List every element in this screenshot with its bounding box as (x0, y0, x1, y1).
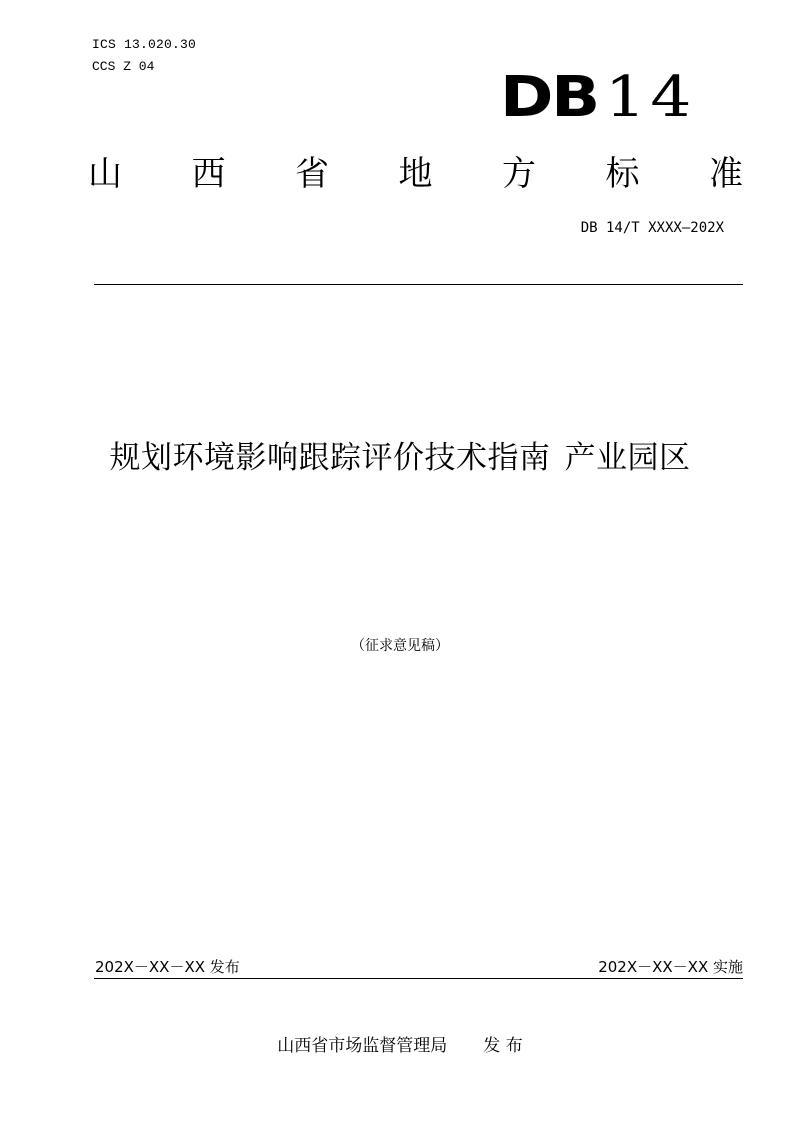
standard-type-char: 地 (398, 154, 433, 194)
document-title-main: 规划环境影响跟踪评价技术指南 (109, 440, 551, 476)
standard-type-char: 西 (191, 154, 226, 194)
db-logo-number: 14 (604, 65, 697, 130)
publish-date: 202X－XX－XX 发布 (95, 958, 240, 976)
standard-type-char: 山 (88, 154, 122, 194)
db-logo (500, 62, 696, 134)
issuer-action: 发 布 (483, 1036, 523, 1056)
standard-type-char: 省 (295, 154, 329, 194)
document-title-sub: 产业园区 (564, 440, 691, 476)
standard-type-heading (88, 150, 743, 198)
standard-type-char: 标 (605, 154, 640, 194)
issuer-name: 山西省市场监督管理局 (277, 1036, 448, 1056)
ics-code: ICS 13.020.30 (92, 37, 197, 52)
top-divider (94, 284, 743, 285)
standard-code: DB 14/T XXXX—202X (580, 220, 724, 236)
issuer-line (0, 1034, 800, 1058)
db-logo-letters: DB (500, 65, 598, 130)
standard-type-char: 方 (502, 154, 536, 194)
standard-type-char: 准 (709, 154, 743, 194)
draft-note: （征求意见稿） (351, 638, 449, 654)
ccs-code: CCS Z 04 (92, 59, 155, 74)
document-title (0, 436, 800, 480)
implement-date: 202X－XX－XX 实施 (598, 958, 743, 976)
bottom-divider (94, 978, 743, 979)
